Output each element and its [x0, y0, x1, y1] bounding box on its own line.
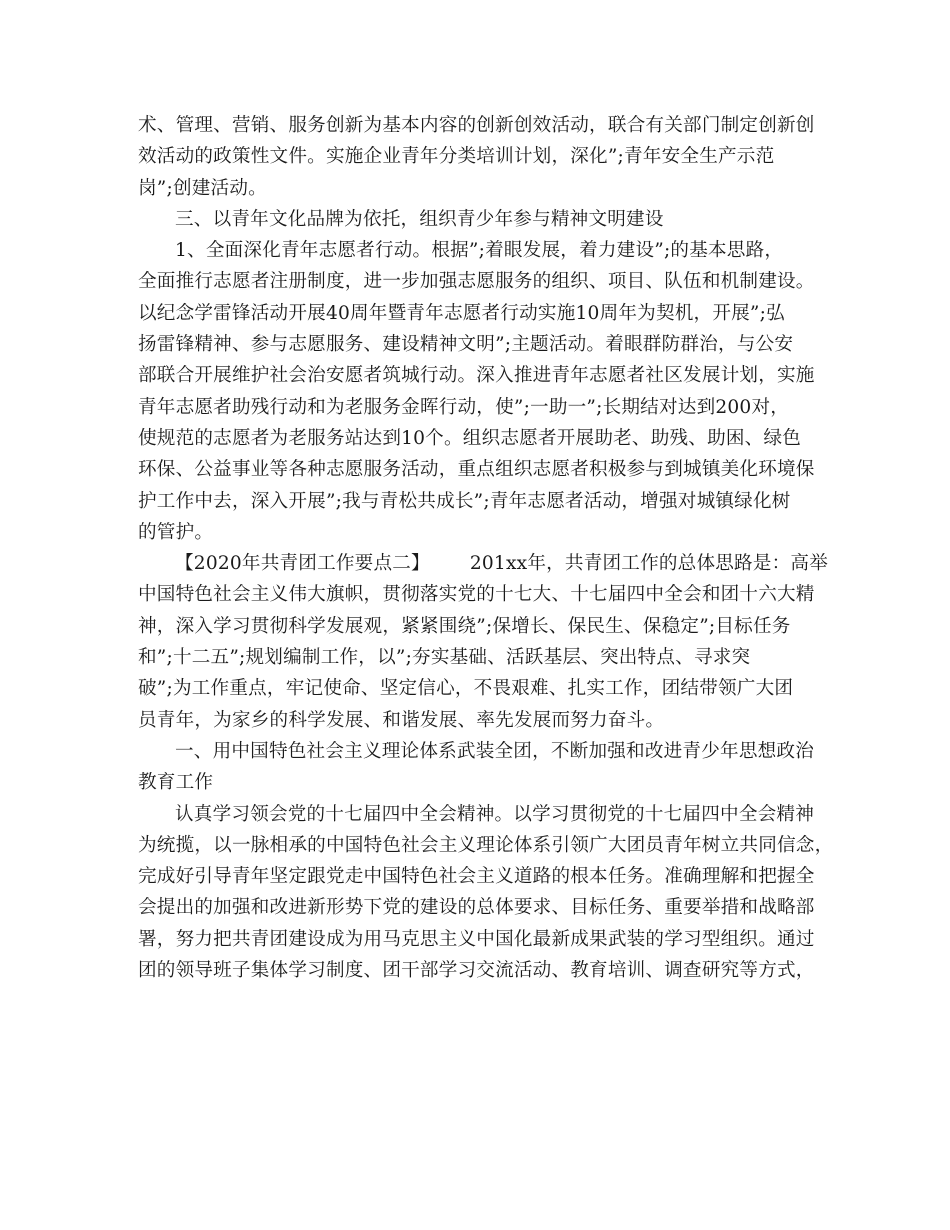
text-line: 环保、公益事业等各种志愿服务活动，重点组织志愿者积极参与到城镇美化环境保 — [138, 459, 815, 481]
article-title-line — [138, 548, 829, 579]
text-line: 署，努力把共青团建设成为用马克思主义中国化最新成果武装的学习型组织。通过 — [138, 928, 815, 950]
text-line: 以纪念学雷锋活动开展40周年暨青年志愿者行动实施10周年为契机，开展”;弘 — [138, 302, 785, 324]
text-fragment: 201xx年，共青团工作的总体思路是：高举 — [469, 553, 829, 575]
text-line: 的管护。 — [138, 521, 214, 543]
section-heading-continued: 教育工作 — [138, 772, 214, 794]
text-line: 效活动的政策性文件。实施企业青年分类培训计划，深化”;青年安全生产示范 — [138, 146, 775, 168]
text-line: 术、管理、营销、服务创新为基本内容的创新创效活动，联合有关部门制定创新创 — [138, 115, 815, 136]
article-title: 【2020年共青团工作要点二】 — [175, 553, 430, 575]
section-heading: 一、用中国特色社会主义理论体系武装全团，不断加强和改进青少年思想政治 — [175, 740, 814, 762]
text-line: 1、全面深化青年志愿者行动。根据”;着眼发展，着力建设”;的基本思路， — [175, 240, 784, 262]
text-line: 青年志愿者助残行动和为老服务金晖行动，使”;一助一”;长期结对达到200对， — [138, 396, 790, 418]
text-line: 员青年，为家乡的科学发展、和谐发展、率先发展而努力奋斗。 — [138, 709, 665, 731]
section-heading: 三、以青年文化品牌为依托，组织青少年参与精神文明建设 — [175, 208, 664, 230]
text-line: 神，深入学习贯彻科学发展观，紧紧围绕”;保增长、保民生、保稳定”;目标任务 — [138, 615, 791, 637]
text-line: 会提出的加强和改进新形势下党的建设的总体要求、目标任务、重要举措和战略部 — [138, 897, 815, 919]
text-line: 扬雷锋精神、参与志愿服务、建设精神文明”;主题活动。着眼群防群治，与公安 — [138, 334, 794, 356]
text-line: 完成好引导青年坚定跟党走中国特色社会主义道路的根本任务。准确理解和把握全 — [138, 866, 815, 888]
text-line: 破”;为工作重点，牢记使命、坚定信心，不畏艰难、扎实工作，团结带领广大团 — [138, 678, 794, 700]
text-line: 部联合开展维护社会治安愿者筑城行动。深入推进青年志愿者社区发展计划，实施 — [138, 365, 815, 387]
text-line: 中国特色社会主义伟大旗帜，贯彻落实党的十七大、十七届四中全会和团十六大精 — [138, 584, 815, 606]
text-line: 为统揽，以一脉相承的中国特色社会主义理论体系引领广大团员青年树立共同信念， — [138, 834, 834, 856]
text-line: 护工作中去，深入开展”;我与青松共成长”;青年志愿者活动，增强对城镇绿化树 — [138, 490, 791, 512]
text-line: 团的领导班子集体学习制度、团干部学习交流活动、教育培训、调查研究等方式， — [138, 960, 815, 982]
document-body — [138, 110, 834, 986]
text-line: 认真学习领会党的十七届四中全会精神。以学习贯彻党的十七届四中全会精神 — [175, 803, 814, 825]
text-line: 和”;十二五”;规划编制工作，以”;夯实基础、活跃基层、突出特点、寻求突 — [138, 647, 751, 669]
text-line: 岗”;创建活动。 — [138, 177, 267, 199]
text-line: 全面推行志愿者注册制度，进一步加强志愿服务的组织、项目、队伍和机制建设。 — [138, 271, 815, 293]
text-line: 使规范的志愿者为老服务站达到10个。组织志愿者开展助老、助残、助困、绿色 — [138, 427, 802, 449]
